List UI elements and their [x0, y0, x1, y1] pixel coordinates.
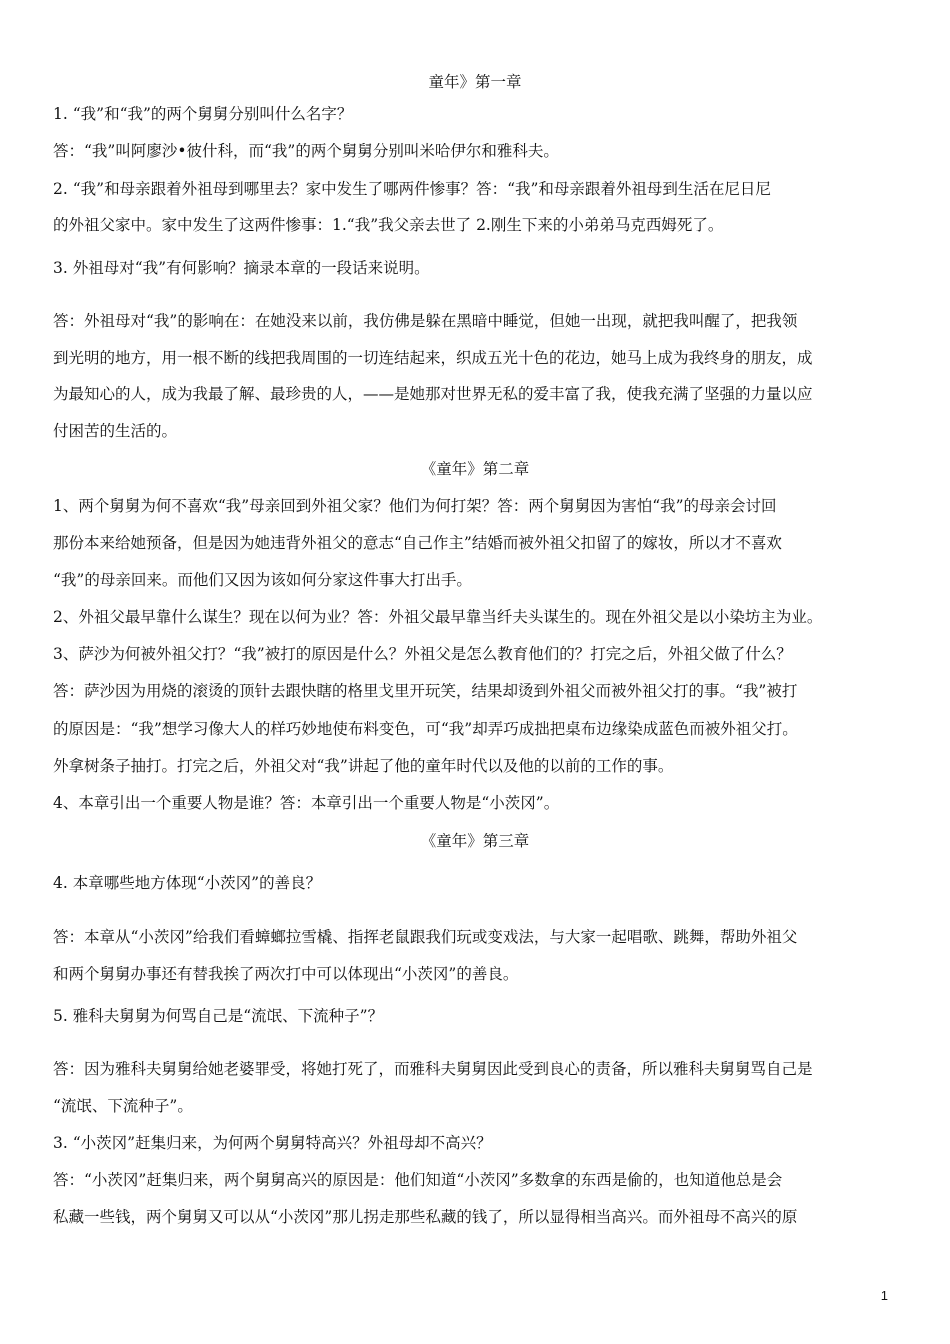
chapter-1-answer-3-line-1: 答：外祖母对“我”的影响在：在她没来以前，我仿佛是躲在黑暗中睡觉，但她一出现，就把我叫醒了，把我领	[53, 312, 798, 330]
chapter-2-question-2: 2、外祖父最早靠什么谋生？现在以何为业？答：外祖父最早靠当纤夫头谋生的。现在外祖父是以小染坊主为业。	[53, 608, 823, 626]
chapter-2-answer-3-line-1: 答：萨沙因为用烧的滚烫的顶针去跟快瞎的格里戈里开玩笑，结果却烫到外祖父而被外祖父打的事。“我”被打	[53, 682, 798, 700]
chapter-3-question-3: 3. “小茨冈”赶集归来，为何两个舅舅特高兴？外祖母却不高兴？	[53, 1134, 492, 1152]
chapter-1-question-2-line-2: 的外祖父家中。家中发生了这两件惨事：1.“我”我父亲去世了 2.刚生下来的小弟弟马克西姆死了。	[53, 216, 724, 234]
chapter-1-answer-3-line-3: 为最知心的人，成为我最了解、最珍贵的人，——是她那对世界无私的爱丰富了我，使我充满了坚强的力量以应	[53, 385, 813, 403]
chapter-3-question-4: 4. 本章哪些地方体现“小茨冈”的善良？	[53, 874, 322, 892]
chapter-2-title: 《童年》第二章	[420, 460, 530, 478]
chapter-2-question-4: 4、本章引出一个重要人物是谁？答：本章引出一个重要人物是“小茨冈”。	[53, 794, 560, 812]
chapter-3-question-5: 5. 雅科夫舅舅为何骂自己是“流氓、下流种子”？	[53, 1007, 384, 1025]
chapter-2-question-3: 3、萨沙为何被外祖父打？“我”被打的原因是什么？外祖父是怎么教育他们的？打完之后，外祖父做了什么？	[53, 645, 792, 663]
chapter-1-question-1: 1. “我”和“我”的两个舅舅分别叫什么名字？	[53, 105, 353, 123]
chapter-3-answer-5-line-1: 答：因为雅科夫舅舅给她老婆罪受，将她打死了，而雅科夫舅舅因此受到良心的责备，所以雅科夫舅舅骂自己是	[53, 1060, 813, 1078]
chapter-3-answer-4-line-1: 答：本章从“小茨冈”给我们看蟑螂拉雪橇、指挥老鼠跟我们玩或变戏法，与大家一起唱歌、跳舞，帮助外祖父	[53, 928, 798, 946]
chapter-1-title: 童年》第一章	[428, 73, 522, 91]
chapter-1-answer-3-line-2: 到光明的地方，用一根不断的线把我周围的一切连结起来，织成五光十色的花边，她马上成为我终身的朋友，成	[53, 349, 813, 367]
chapter-2-answer-3-line-3: 外拿树条子抽打。打完之后，外祖父对“我”讲起了他的童年时代以及他的以前的工作的事。	[53, 757, 674, 775]
chapter-3-answer-3-line-1: 答：“小茨冈”赶集归来，两个舅舅高兴的原因是：他们知道“小茨冈”多数拿的东西是偷的，也知道他总是会	[53, 1171, 783, 1189]
chapter-3-answer-3-line-2: 私藏一些钱，两个舅舅又可以从“小茨冈”那儿拐走那些私藏的钱了，所以显得相当高兴。而外祖母不高兴的原	[53, 1208, 798, 1226]
chapter-3-title: 《童年》第三章	[420, 832, 530, 850]
chapter-3-answer-4-line-2: 和两个舅舅办事还有替我挨了两次打中可以体现出“小茨冈”的善良。	[53, 965, 519, 983]
chapter-2-answer-3-line-2: 的原因是：“我”想学习像大人的样巧妙地使布料变色，可“我”却弄巧成拙把桌布边缘染成蓝色而被外祖父打。	[53, 720, 798, 738]
chapter-1-question-3: 3. 外祖母对“我”有何影响？摘录本章的一段话来说明。	[53, 259, 430, 277]
chapter-3-answer-5-line-2: “流氓、下流种子”。	[53, 1097, 193, 1115]
chapter-1-answer-1: 答：“我”叫阿廖沙•彼什科，而“我”的两个舅舅分别叫米哈伊尔和雅科夫。	[53, 142, 559, 160]
chapter-1-answer-3-line-4: 付困苦的生活的。	[53, 422, 178, 440]
chapter-2-question-1-line-1: 1、两个舅舅为何不喜欢“我”母亲回到外祖父家？他们为何打架？答：两个舅舅因为害怕“我”的母亲会讨回	[53, 497, 777, 515]
chapter-2-question-1-line-3: “我”的母亲回来。而他们又因为该如何分家这件事大打出手。	[53, 571, 472, 589]
page-number: 1	[880, 1288, 888, 1303]
chapter-1-question-2-line-1: 2. “我”和母亲跟着外祖母到哪里去？家中发生了哪两件惨事？答：“我”和母亲跟着外祖母到生活在尼日尼	[53, 180, 771, 198]
chapter-2-question-1-line-2: 那份本来给她预备，但是因为她违背外祖父的意志“自己作主”结婚而被外祖父扣留了的嫁妆，所以才不喜欢	[53, 534, 782, 552]
